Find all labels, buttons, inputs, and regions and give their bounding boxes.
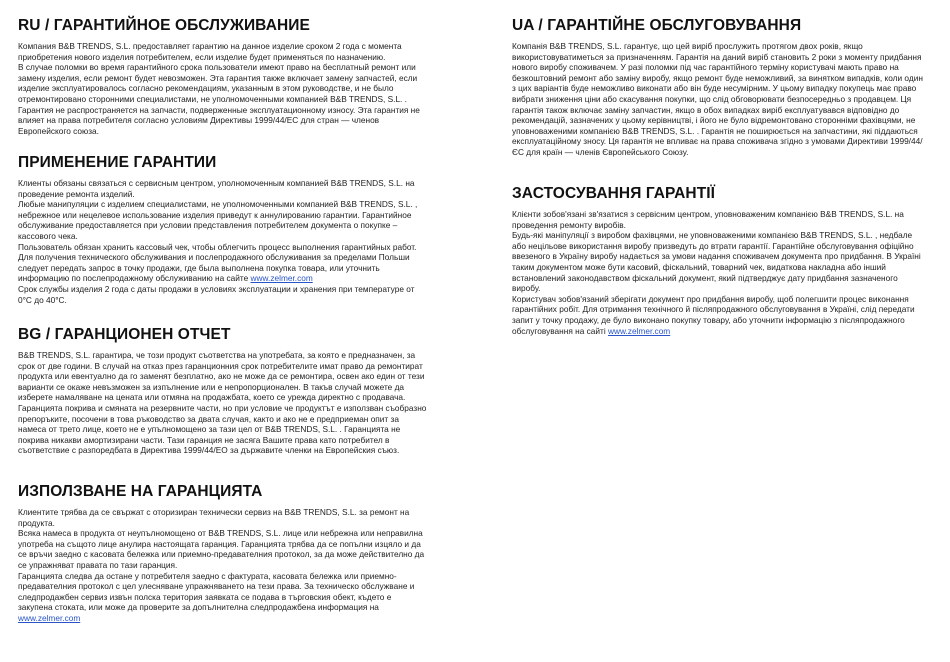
ua-use-paragraph-2: Будь-які маніпуляції з виробом фахівцями, не уповноваженими компанією B&B TRENDS, S.L. , недбале або нецільове використання виробу призведуть до втрати гарантії. Гарантійне обслуговування офіційно ввезеного в Україну виробу надається за умови надання споживачем документа про придбання. В Україні таким документом може бути касовий, фіскальний, товарний чек, видаткова накладна або інший встановлений законодавством фіскальний документ, який підтверджує дату придбання зазначеного виробу. (512, 230, 921, 294)
ru-use-section (18, 154, 428, 305)
bg-warranty-heading: BG / ГАРАНЦИОНЕН ОТЧЕТ (18, 326, 231, 343)
bg-warranty-section (18, 326, 428, 456)
ru-use-paragraph-3-text: Пользователь обязан хранить кассовый чек, чтобы облегчить процесс выполнения гарантийных работ. Для получения технического обслуживания и послепродажного обслуживания за пределами Польши следует передать запрос в точку продажи, где была выполнена покупка товара, или уточнить информацию по послепродажному обслуживанию на сайте (18, 241, 417, 284)
ru-use-paragraph-2: Любые манипуляции с изделием специалистами, не уполномоченными компанией B&B TRENDS, S.L. , небрежное или нецелевое использование изделия приведут к аннулированию гарантии. Гарантийное обслуживание предоставляется при условии представления потребителем документа о покупке – кассового чека. (18, 199, 418, 241)
zelmer-link-ua[interactable]: www.zelmer.com (607, 325, 671, 336)
ru-use-paragraph-4: Срок службы изделия 2 года с даты продажи в условиях эксплуатации и хранения при температуре от 0°С до 40°С. (18, 283, 415, 305)
bg-use-paragraph-1: Клиентите трябва да се свържат с оторизиран технически сервиз на B&B TRENDS, S.L. за ремонт на продукта. (18, 507, 410, 528)
ua-use-body (512, 209, 927, 336)
ru-use-paragraph-1: Клиенты обязаны связаться с сервисным центром, уполномоченным компанией B&B TRENDS, S.L. на проведение ремонта изделий. (18, 178, 415, 199)
ru-use-heading: ПРИМЕНЕНИЕ ГАРАНТИИ (18, 154, 217, 171)
ru-warranty-section (18, 17, 428, 136)
bg-use-heading: ИЗПОЛЗВАНЕ НА ГАРАНЦИЯТА (18, 483, 263, 500)
zelmer-link-bg[interactable]: www.zelmer.com (18, 612, 81, 623)
bg-use-body (18, 507, 428, 624)
ua-use-paragraph-3 (512, 294, 927, 336)
ua-warranty-section (512, 17, 927, 158)
bg-use-paragraph-3 (18, 571, 428, 624)
bg-use-paragraph-2: Всяка намеса в продукта от неупълномощено от B&B TRENDS, S.L. лице или небрежна или неправилна употреба на същото лице анулира настоящата гаранция. Гаранцията трябва да се попълни изцяло и да се връчи заедно с касовата бележка или приемно-предавателния протокол, за да може действително да се упражняват правата по тази гаранция. (18, 528, 425, 570)
bg-warranty-paragraph-1: B&B TRENDS, S.L. гарантира, че този продукт съответства на употребата, за която е предназначен, за срок от две години. В случай на отказ през гаранционния срок потребителите имат право да ремонтират продукта или евентуално да го заменят безплатно, ако не може да се ремонтира, освен ако един от тези варианти се окаже невъзможен за изпълнение или е непропорционален. В такъв случай можете да изберете намаляване на цената или отмяна на продажбата, което се урежда директно с продавача. Гаранцията покрива и смяната на резервните части, но при условие че продуктът е използван съобразно препоръките, посочени в това ръководство за двата случая, както и ако не е предприеман опит за намеса от трето лице, което не е упълномощено за тази цел от B&B TRENDS, S.L. . Гаранцията не покрива никакви амортизирани части. Тази гаранция не засяга Вашите права като потребител в съответствие с разпоредбата в Директива 1999/44/ЕО за държавите членки на Европейския съюз. (18, 350, 427, 456)
ru-warranty-body (18, 41, 428, 136)
bg-warranty-body (18, 350, 428, 456)
ua-warranty-body (512, 41, 927, 158)
ru-warranty-paragraph-1: Компания B&B TRENDS, S.L. предоставляет гарантию на данное изделие сроком 2 года с момента приобретения нового изделия потребителем, если изделие будет применяться по назначению. (18, 41, 402, 62)
bg-use-paragraph-3-text: Гаранцията следва да остане у потребителя заедно с фактурата, касовата бележка или приемно-предавателния протокол с цел улесняване упражняването на тези права. За техническо обслужване и следпродажбен сервиз извън полска територия заявката се подава в търговския обект, където е закупена стоката, или може да проверите за допълнителна следпродажбена информация на (18, 570, 415, 613)
ua-use-paragraph-1: Клієнти зобов'язані зв'язатися з сервісним центром, уповноваженим компанією B&B TRENDS, S.L. на проведення ремонту виробів. (512, 209, 904, 230)
ua-use-heading: ЗАСТОСУВАННЯ ГАРАНТІЇ (512, 185, 716, 202)
ua-warranty-paragraph-1: Компанія B&B TRENDS, S.L. гарантує, що цей виріб прослужить протягом двох років, якщо використовуватиметься за призначенням. Гарантія на даний виріб становить 2 роки з моменту придбання нового виробу споживачем. У разі поломки під час гарантійного терміну користувачі мають право на безкоштовний ремонт або заміну виробу, якщо ремонт буде неможливий, за винятком випадків, коли один з цих варіантів буде неможливо виконати або він буде несумірним. У цьому випадку покупець має право вибрати зниження ціни або скасування покупки, що слід обговорювати безпосередньо з продавцем. Ця гарантія також включає заміну запчастин, якщо в обох випадках виріб експлуатувався відповідно до рекомендацій, зазначених у цьому керівництві, і його не було відремонтовано сторонніми фахівцями, не уповноваженими компанією B&B TRENDS, S.L. . Гарантія не поширюється на запчастини, які піддаються експлуатаційному зносу. Ця гарантія не впливає на права споживача згідно з умовами Директиви 1999/44/ЄС для країн — членів Європейського Союзу. (512, 41, 923, 157)
ru-use-paragraph-3 (18, 242, 428, 284)
ua-use-section (512, 185, 927, 336)
ua-warranty-heading: UA / ГАРАНТІЙНЕ ОБСЛУГОВУВАННЯ (512, 17, 802, 34)
ru-use-body (18, 178, 428, 305)
bg-use-section (18, 483, 428, 624)
ru-warranty-heading: RU / ГАРАНТИЙНОЕ ОБСЛУЖИВАНИЕ (18, 17, 310, 34)
zelmer-link-ru[interactable]: www.zelmer.com (250, 273, 313, 284)
ru-warranty-paragraph-2: В случае поломки во время гарантийного срока пользователи имеют право на бесплатный ремонт или замену изделия, если ремонт будет невозможен. Эта гарантия также включает замену запчастей, если изделие эксплуатировалось согласно рекомендациям, указанным в этом руководстве, и не было отремонтировано сторонними специалистами, не уполномоченными компанией B&B TRENDS, S.L. . Гарантия не распространяется на запчасти, подверженные эксплуатационному износу. Эта гарантия не влияет на права потребителя согласно условиям Директивы 1999/44/ЕС для стран — членов Европейского союза. (18, 62, 420, 136)
ua-use-paragraph-3-text: Користувач зобов'язаний зберігати документ про придбання виробу, щоб полегшити процес виконання гарантійних робіт. Для отримання технічного й післяпродажного обслуговування в Україні, слід передати запит у точку продажу, де було виконано покупку товару, або уточнити інформацію з післяпродажного обслуговування на сайті (512, 293, 915, 336)
